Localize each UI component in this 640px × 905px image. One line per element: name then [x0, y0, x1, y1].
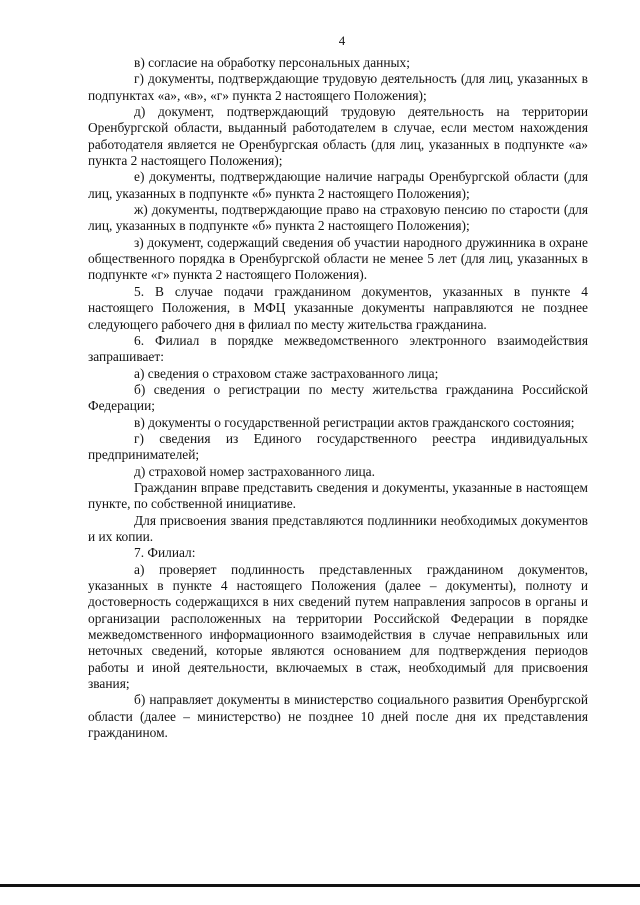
- paragraph-item-zh-pension-documents: ж) документы, подтверждающие право на страховую пенсию по старости (для лиц, указанных в подпункте «б» пункта 2 настоящего Положения);: [88, 202, 588, 234]
- paragraph-item-g-registry: г) сведения из Единого государственного реестра индивидуальных предпринимателей;: [88, 430, 588, 463]
- paragraph-section-6: 6. Филиал в порядке межведомственного электронного взаимодействия запрашивает:: [88, 332, 588, 365]
- paragraph-item-a-verification: а) проверяет подлинность представленных гражданином документов, указанных в пункте 4 настоящего Положения (далее – документы), полноту и достоверность содержащихся в них сведений путем направления запросов в органы и организации расположенных на территории Российской Федерации в порядке межведомственного информационного взаимодействия в случае неправильных или неточных сведений, которые являются основанием для подтверждения периодов работы и иной деятельности, включаемых в стаж, необходимый для присвоения звания;: [88, 561, 588, 692]
- paragraph-item-v-consent: в) согласие на обработку персональных данных;: [134, 55, 410, 70]
- page-number: 4: [338, 33, 346, 48]
- paragraph-item-d-work-document: д) документ, подтверждающий трудовую деятельность на территории Оренбургской области, выданный работодателем в случае, если местом нахождения работодателя является не Оренбургская область (для лиц, указанных в подпункте «а» пункта 2 настоящего Положения);: [88, 104, 588, 169]
- paragraph-item-v-civil-status: в) документы о государственной регистрации актов гражданского состояния;: [134, 414, 575, 430]
- paragraph-section-7: 7. Филиал:: [134, 545, 196, 561]
- bottom-rule: [0, 884, 640, 887]
- paragraph-originals: Для присвоения звания представляются подлинники необходимых документов и их копии.: [88, 512, 588, 544]
- paragraph-item-e-award-documents: е) документы, подтверждающие наличие награды Оренбургской области (для лиц, указанных в подпункте «б» пункта 2 настоящего Положения);: [88, 169, 588, 201]
- paragraph-item-b-registration: б) сведения о регистрации по месту жительства гражданина Российской Федерации;: [88, 381, 588, 414]
- paragraph-section-5: 5. В случае подачи гражданином документов, указанных в пункте 4 настоящего Положения, в МФЦ указанные документы направляются не позднее следующего рабочего дня в филиал по месту жительства гражданина.: [88, 283, 588, 332]
- paragraph-citizen-initiative: Гражданин вправе представить сведения и документы, указанные в настоящем пункте, по собственной инициативе.: [88, 479, 588, 512]
- paragraph-item-z-volunteer-document: з) документ, содержащий сведения об участии народного дружинника в охране общественного порядка в Оренбургской области не менее 5 лет (для лиц, указанных в подпункте «г» пункта 2 настоящего Положения).: [88, 234, 588, 283]
- document-body: [88, 55, 588, 741]
- paragraph-item-a-insurance-experience: а) сведения о страховом стаже застрахованного лица;: [134, 365, 439, 381]
- paragraph-item-g-work-documents: г) документы, подтверждающие трудовую деятельность (для лиц, указанных в подпунктах «а», «в», «г» пункта 2 настоящего Положения);: [88, 71, 588, 103]
- paragraph-item-b-ministry: б) направляет документы в министерство социального развития Оренбургской области (далее – министерство) не позднее 10 дней после дня их представления гражданином.: [88, 692, 588, 741]
- paragraph-item-d-insurance-number: д) страховой номер застрахованного лица.: [134, 463, 375, 479]
